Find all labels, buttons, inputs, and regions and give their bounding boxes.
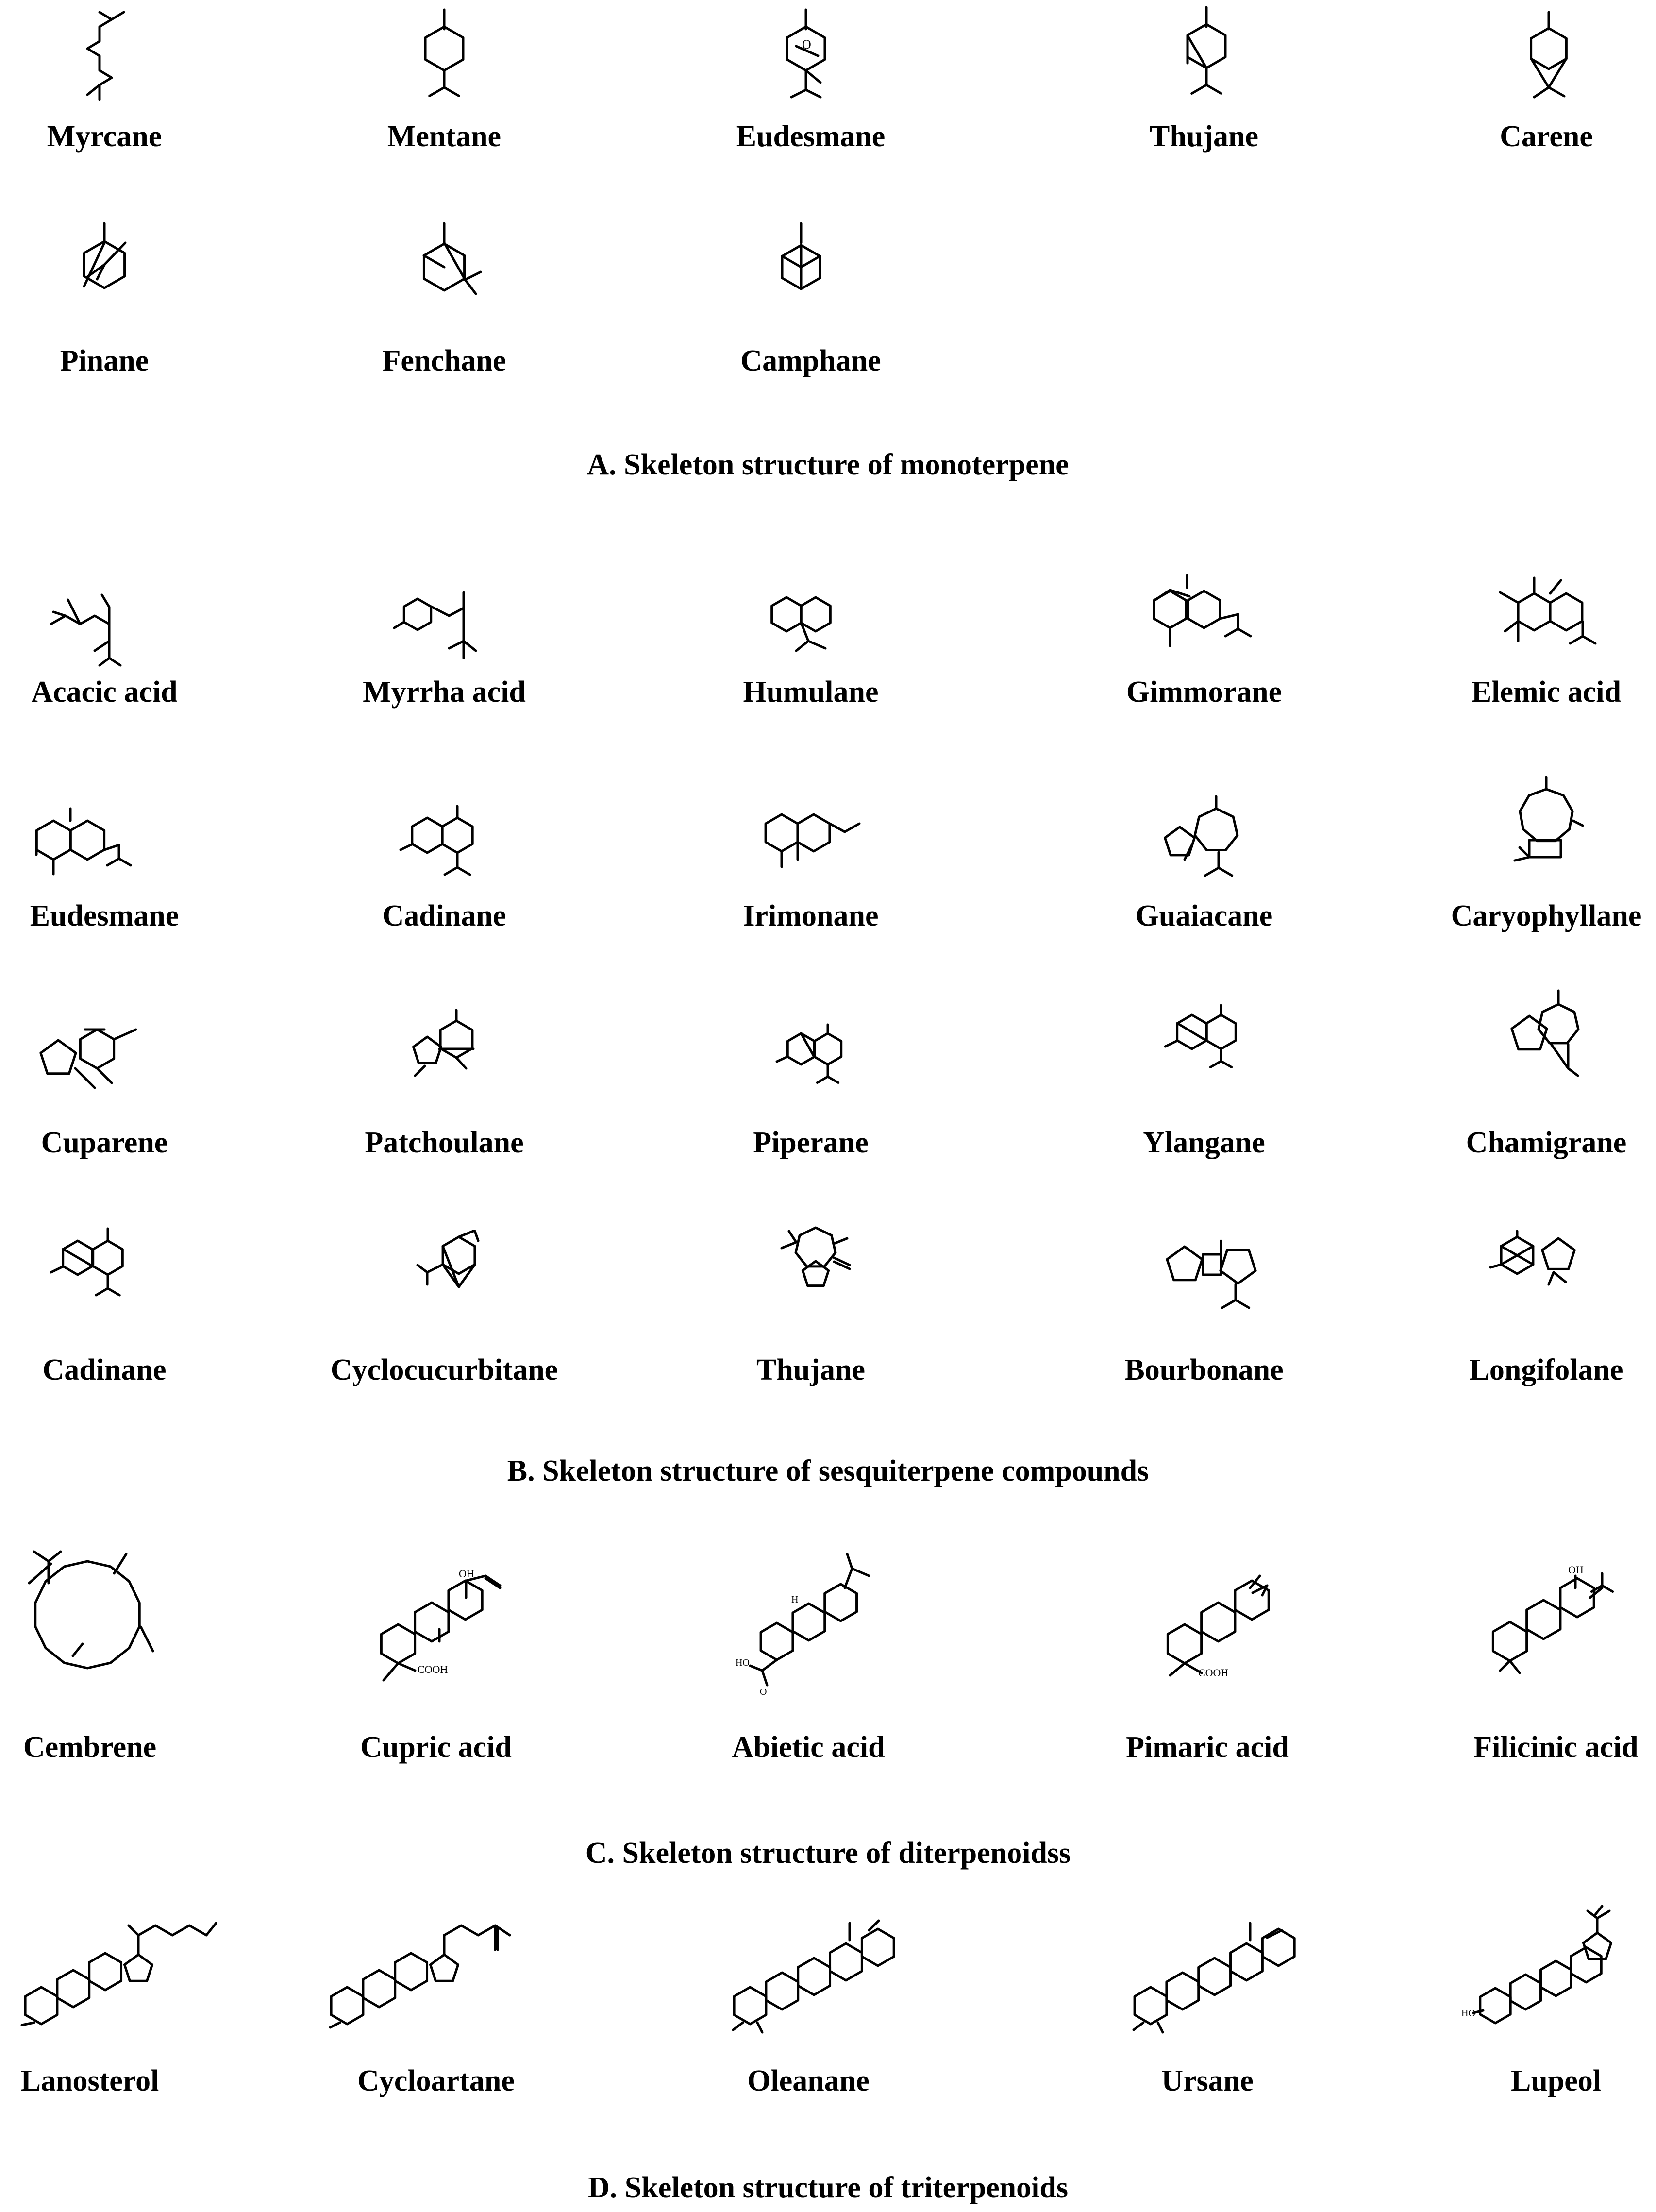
compound-name-cupric-acid: Cupric acid xyxy=(360,1731,512,1764)
compound-name-guaiacane: Guaiacane xyxy=(1135,899,1273,932)
compound-name-lanosterol: Lanosterol xyxy=(20,2064,159,2097)
compound-name-cadinane-2: Cadinane xyxy=(42,1353,167,1386)
structure-thujane-2 xyxy=(782,1228,850,1286)
compound-name-bourbonane: Bourbonane xyxy=(1124,1353,1284,1386)
compound-name-irimonane: Irimonane xyxy=(743,899,879,932)
structure-longifolane xyxy=(1490,1231,1574,1284)
compound-name-humulane: Humulane xyxy=(743,675,879,709)
structure-cadinane xyxy=(401,806,472,875)
compound-name-camphane: Camphane xyxy=(740,344,881,377)
structure-ylangane xyxy=(1165,1005,1236,1067)
structure-patchoulane xyxy=(413,1010,473,1076)
structure-abietic-acid xyxy=(736,1554,869,1697)
compound-name-lupeol: Lupeol xyxy=(1510,2064,1602,2097)
structure-pimaric-acid xyxy=(1168,1576,1269,1679)
compound-name-chamigrane: Chamigrane xyxy=(1466,1126,1627,1159)
compound-name-longifolane: Longifolane xyxy=(1469,1353,1623,1386)
structure-oleanane xyxy=(733,1921,894,2032)
structure-elemic-acid xyxy=(1500,578,1595,643)
structure-lupeol xyxy=(1461,1906,1611,2023)
svg-text:COOH: COOH xyxy=(1198,1667,1229,1679)
svg-text:OH: OH xyxy=(459,1568,474,1580)
compound-name-cuparene: Cuparene xyxy=(41,1126,168,1159)
structure-irimonane xyxy=(766,814,859,867)
compound-name-eudesmane: Eudesmane xyxy=(30,899,179,932)
svg-text:O: O xyxy=(760,1687,767,1697)
structure-mentane xyxy=(425,10,463,96)
compound-name-acacic-acid: Acacic acid xyxy=(31,675,178,709)
compound-name-cembrene: Cembrene xyxy=(23,1731,157,1764)
compound-name-elemic-acid: Elemic acid xyxy=(1471,675,1622,709)
compound-name-abietic-acid: Abietic acid xyxy=(732,1731,885,1764)
structure-acacic-acid xyxy=(51,595,120,665)
structure-bourbonane xyxy=(1167,1241,1255,1308)
structure-eudesmane-mono xyxy=(787,10,825,97)
compound-name-patchoulane: Patchoulane xyxy=(365,1126,524,1159)
structure-carene xyxy=(1531,12,1567,97)
compound-name-filicinic-acid: Filicinic acid xyxy=(1473,1731,1639,1764)
svg-text:HO: HO xyxy=(736,1657,750,1668)
section-caption-sesquiterpene: B. Skeleton structure of sesquiterpene compounds xyxy=(507,1454,1149,1487)
svg-text:H: H xyxy=(791,1594,799,1605)
structure-ursane xyxy=(1134,1923,1294,2032)
compound-name-mentane: Mentane xyxy=(387,120,502,153)
structure-cyclocucurbitane xyxy=(418,1231,478,1287)
structure-lanosterol xyxy=(22,1923,216,2025)
structure-gimmorane xyxy=(1154,575,1251,646)
structure-cycloartane xyxy=(330,1925,510,2027)
compound-name-fenchane: Fenchane xyxy=(382,344,506,377)
compound-name-carene: Carene xyxy=(1500,120,1593,153)
compound-name-pinane: Pinane xyxy=(60,344,149,377)
svg-text:COOH: COOH xyxy=(418,1663,448,1675)
compound-name-cyclocucurbitane: Cyclocucurbitane xyxy=(330,1353,558,1386)
compound-name-ylangane: Ylangane xyxy=(1143,1126,1265,1159)
structure-cupric-acid xyxy=(381,1568,500,1680)
section-caption-diterpenoids: C. Skeleton structure of diterpenoidss xyxy=(585,1837,1071,1870)
section-caption-triterpenoids: D. Skeleton structure of triterpenoids xyxy=(587,2171,1068,2204)
structure-cuparene xyxy=(41,1030,136,1088)
compound-name-myrcane: Myrcane xyxy=(47,120,162,153)
compound-name-piperane: Piperane xyxy=(753,1126,869,1159)
svg-text:OH: OH xyxy=(1568,1564,1584,1576)
compound-name-thujane-2: Thujane xyxy=(756,1353,865,1386)
structure-cembrene xyxy=(29,1552,153,1668)
structure-piperane xyxy=(777,1025,841,1083)
compound-name-eudesmane: Eudesmane xyxy=(736,120,886,153)
structure-pinane xyxy=(84,223,125,288)
compound-name-pimaric-acid: Pimaric acid xyxy=(1126,1731,1289,1764)
compound-name-oleanane: Oleanane xyxy=(747,2064,870,2097)
structure-camphane xyxy=(782,223,820,289)
structure-fenchane xyxy=(424,223,481,294)
structure-filicinic-acid xyxy=(1493,1564,1612,1673)
structure-myrrha-acid xyxy=(394,592,476,658)
structure-guaiacane xyxy=(1165,796,1238,876)
structure-humulane xyxy=(772,597,831,651)
compound-name-myrrha-acid: Myrrha acid xyxy=(363,675,526,709)
svg-text:HO: HO xyxy=(1461,2008,1475,2019)
svg-text:O: O xyxy=(802,37,811,51)
compound-name-cadinane: Cadinane xyxy=(382,899,506,932)
structure-caryophyllane xyxy=(1515,777,1583,861)
section-caption-monoterpene: A. Skeleton structure of monoterpene xyxy=(587,448,1069,481)
structure-eudesmane xyxy=(36,809,131,874)
compound-name-gimmorane: Gimmorane xyxy=(1126,675,1282,709)
compound-name-cycloartane: Cycloartane xyxy=(357,2064,515,2097)
compound-name-ursane: Ursane xyxy=(1161,2064,1254,2097)
structure-thujane xyxy=(1188,7,1225,94)
compound-name-thujane: Thujane xyxy=(1150,120,1258,153)
structure-myrcane xyxy=(87,12,124,100)
structure-chamigrane xyxy=(1512,991,1578,1076)
structure-cadinane-2 xyxy=(51,1229,122,1295)
compound-name-caryophyllane: Caryophyllane xyxy=(1451,899,1642,932)
